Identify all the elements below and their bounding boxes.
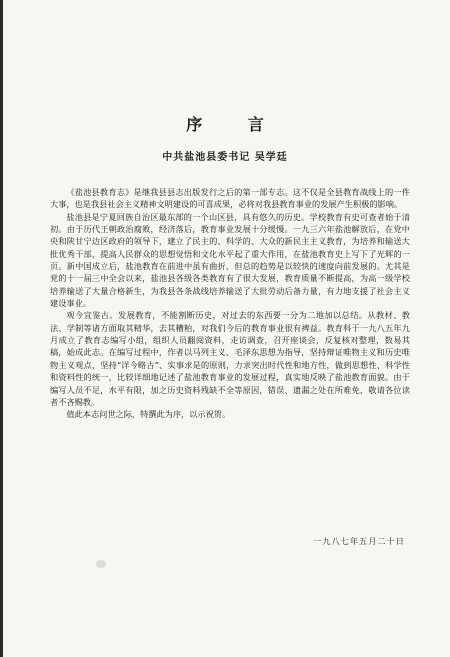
- paragraph-3: 观今宜鉴古。发展教育，不能割断历史，对过去的东西要一分为二地加以总结。从教材、教法、学制等诸方面取其精华，去其糟粕，对我们今后的教育事业很有裨益。教育科于一九八五年九月成立了教育志编写小组，组织人员翻阅资料，走访调查，召开座谈会，反复核对整理，数易其稿，始成此志。在编写过程中，作者以马列主义、毛泽东思想为指导，坚持辩证唯物主义和历史唯物主义观点，坚持“详今略古”、实事求是的原则，力求突出时代性和地方性，做到思想性、科学性和资料性的统一，比较详细地记述了盐池教育事业的发展过程，真实地反映了盐池教育面貌。由于编写人员不足，水平有限，加之历史资料残缺不全等原因，错误、遗漏之处在所难免，敬请各位读者不吝赐教。: [50, 310, 410, 407]
- ink-smudge: [96, 560, 106, 568]
- preface-body: [50, 186, 410, 421]
- paragraph-4: 值此本志问世之际，特撰此为序，以示祝贺。: [66, 409, 231, 420]
- author-line: 中共盐池县委书记 吴学廷: [162, 152, 288, 163]
- scan-edge: [0, 0, 3, 657]
- paragraph-2: 盐池县是宁夏回族自治区最东部的一个山区县，具有悠久的历史。学校教育有史可查者始于清初。由于历代王朝政治腐败，经济落后，教育事业发展十分缓慢。一九三六年盐池解放后，在党中央和陕甘宁边区政府的领导下，建立了民主的、科学的、大众的新民主主义教育，为培养和输送大批优秀干部，提高人民群众的思想觉悟和文化水平起了重大作用，在盐池教育史上写下了光辉的一页。新中国成立后，盐池教育在前进中虽有曲折，但总的趋势是以较快的速度向前发展的。尤其是党的十一届三中全会以来，盐池县各级各类教育有了很大发展，教育质量不断提高，为高一级学校培养输送了大量合格新生，为我县各条战线培养输送了大批劳动后备力量，有力地支援了社会主义建设事业。: [50, 211, 410, 309]
- signature-date: 一九八七年五月二十日: [313, 536, 405, 546]
- paragraph-1: 《盐池县教育志》是继我县县志出版发行之后的第一部专志。这不仅是全县教育战线上的一件大事，也是我县社会主义精神文明建设的可喜成果，必将对我县教育事业的发展产生积极的影响。: [50, 187, 410, 210]
- page-title: 序 言: [186, 115, 284, 134]
